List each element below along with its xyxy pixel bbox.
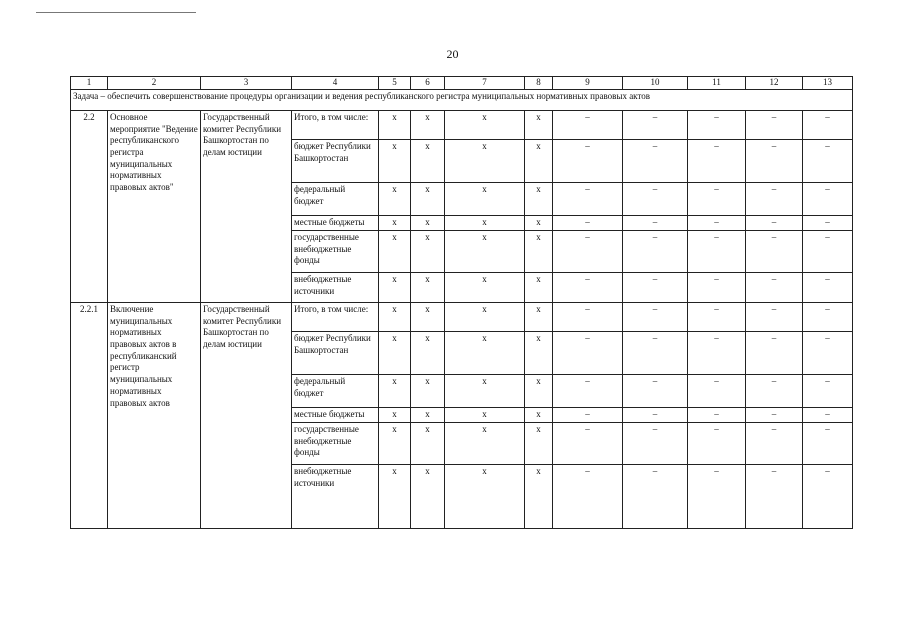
value-cell: –	[688, 231, 746, 273]
value-cell: x	[445, 140, 525, 183]
value-cell: –	[803, 303, 853, 332]
funding-source: Итого, в том числе:	[292, 303, 379, 332]
value-cell: –	[623, 216, 688, 231]
value-cell: –	[553, 183, 623, 216]
funding-source: бюджет Республики Башкортостан	[292, 140, 379, 183]
value-cell: x	[411, 408, 445, 423]
value-cell: –	[553, 111, 623, 140]
funding-source: местные бюджеты	[292, 216, 379, 231]
value-cell: –	[553, 465, 623, 529]
table-row	[71, 303, 853, 332]
task-text: Задача – обеспечить совершенствование процедуры организации и ведения республиканского регистра муниципальных нормативных правовых актов	[71, 90, 853, 111]
value-cell: –	[746, 408, 803, 423]
value-cell: –	[623, 111, 688, 140]
value-cell: x	[445, 423, 525, 465]
value-cell: x	[379, 216, 411, 231]
column-number: 8	[525, 77, 553, 90]
value-cell: –	[553, 332, 623, 375]
value-cell: –	[688, 140, 746, 183]
value-cell: –	[553, 423, 623, 465]
value-cell: x	[379, 423, 411, 465]
value-cell: x	[379, 332, 411, 375]
value-cell: x	[411, 423, 445, 465]
funding-source: Итого, в том числе:	[292, 111, 379, 140]
table-row	[71, 111, 853, 140]
value-cell: x	[445, 303, 525, 332]
column-number: 13	[803, 77, 853, 90]
value-cell: x	[445, 375, 525, 408]
value-cell: –	[746, 273, 803, 303]
value-cell: –	[803, 273, 853, 303]
value-cell: –	[803, 375, 853, 408]
value-cell: –	[688, 375, 746, 408]
value-cell: x	[379, 375, 411, 408]
funding-source: бюджет Республики Башкортостан	[292, 332, 379, 375]
column-number: 11	[688, 77, 746, 90]
value-cell: x	[525, 273, 553, 303]
value-cell: x	[525, 375, 553, 408]
value-cell: x	[411, 332, 445, 375]
page-number: 20	[446, 47, 459, 61]
value-cell: x	[525, 140, 553, 183]
value-cell: x	[379, 183, 411, 216]
column-number-row	[71, 77, 853, 90]
value-cell: –	[746, 332, 803, 375]
value-cell: x	[411, 140, 445, 183]
funding-source: местные бюджеты	[292, 408, 379, 423]
value-cell: –	[623, 465, 688, 529]
value-cell: x	[445, 332, 525, 375]
value-cell: –	[746, 303, 803, 332]
value-cell: x	[445, 273, 525, 303]
value-cell: x	[379, 273, 411, 303]
column-number: 3	[201, 77, 292, 90]
funding-source: внебюджетные источники	[292, 273, 379, 303]
value-cell: x	[525, 303, 553, 332]
value-cell: x	[525, 183, 553, 216]
value-cell: –	[746, 140, 803, 183]
value-cell: x	[525, 111, 553, 140]
value-cell: x	[445, 183, 525, 216]
funding-source: федеральный бюджет	[292, 375, 379, 408]
value-cell: x	[411, 273, 445, 303]
measure-name: Основное мероприятие "Ведение республиканского регистра муниципальных нормативных правовых актов"	[108, 111, 201, 303]
value-cell: –	[746, 216, 803, 231]
value-cell: –	[746, 423, 803, 465]
value-cell: –	[553, 216, 623, 231]
value-cell: –	[746, 465, 803, 529]
value-cell: –	[803, 408, 853, 423]
column-number: 6	[411, 77, 445, 90]
value-cell: –	[746, 183, 803, 216]
value-cell: –	[623, 408, 688, 423]
value-cell: x	[411, 465, 445, 529]
funding-source: федеральный бюджет	[292, 183, 379, 216]
value-cell: –	[553, 231, 623, 273]
value-cell: x	[411, 216, 445, 231]
value-cell: –	[803, 423, 853, 465]
value-cell: x	[379, 140, 411, 183]
value-cell: –	[623, 140, 688, 183]
value-cell: x	[379, 231, 411, 273]
executor: Государственный комитет Республики Башкортостан по делам юстиции	[201, 111, 292, 303]
value-cell: –	[746, 111, 803, 140]
value-cell: x	[525, 216, 553, 231]
value-cell: –	[623, 231, 688, 273]
task-row	[71, 90, 853, 111]
value-cell: –	[803, 231, 853, 273]
value-cell: –	[623, 375, 688, 408]
column-number: 5	[379, 77, 411, 90]
column-number: 7	[445, 77, 525, 90]
column-number: 9	[553, 77, 623, 90]
value-cell: –	[688, 332, 746, 375]
value-cell: x	[445, 216, 525, 231]
value-cell: x	[445, 465, 525, 529]
value-cell: x	[525, 332, 553, 375]
value-cell: –	[688, 408, 746, 423]
measure-name: Включение муниципальных нормативных правовых актов в республиканский регистр муниципальных нормативных правовых актов	[108, 303, 201, 529]
funding-source: внебюджетные источники	[292, 465, 379, 529]
value-cell: –	[553, 408, 623, 423]
value-cell: –	[623, 303, 688, 332]
value-cell: x	[445, 111, 525, 140]
value-cell: –	[803, 183, 853, 216]
value-cell: –	[803, 465, 853, 529]
value-cell: –	[688, 465, 746, 529]
value-cell: x	[411, 183, 445, 216]
value-cell: –	[688, 111, 746, 140]
value-cell: –	[688, 273, 746, 303]
value-cell: –	[746, 375, 803, 408]
value-cell: –	[553, 303, 623, 332]
column-number: 4	[292, 77, 379, 90]
value-cell: –	[803, 140, 853, 183]
value-cell: x	[525, 408, 553, 423]
value-cell: –	[746, 231, 803, 273]
value-cell: x	[411, 375, 445, 408]
value-cell: x	[379, 111, 411, 140]
funding-source: государственные внебюджетные фонды	[292, 231, 379, 273]
value-cell: x	[411, 303, 445, 332]
value-cell: –	[553, 273, 623, 303]
measure-code: 2.2.1	[71, 303, 108, 529]
value-cell: –	[553, 375, 623, 408]
measure-code: 2.2	[71, 111, 108, 303]
value-cell: x	[525, 465, 553, 529]
value-cell: x	[379, 303, 411, 332]
column-number: 10	[623, 77, 688, 90]
value-cell: x	[411, 231, 445, 273]
value-cell: –	[553, 140, 623, 183]
value-cell: –	[803, 111, 853, 140]
value-cell: –	[688, 183, 746, 216]
value-cell: –	[623, 183, 688, 216]
value-cell: x	[445, 408, 525, 423]
value-cell: x	[379, 408, 411, 423]
value-cell: x	[445, 231, 525, 273]
value-cell: x	[411, 111, 445, 140]
financing-table	[70, 76, 853, 529]
value-cell: –	[688, 216, 746, 231]
value-cell: –	[803, 216, 853, 231]
header-rule	[36, 12, 196, 13]
value-cell: x	[379, 465, 411, 529]
column-number: 1	[71, 77, 108, 90]
value-cell: x	[525, 423, 553, 465]
value-cell: –	[803, 332, 853, 375]
column-number: 12	[746, 77, 803, 90]
value-cell: –	[623, 423, 688, 465]
value-cell: –	[688, 303, 746, 332]
column-number: 2	[108, 77, 201, 90]
funding-source: государственные внебюджетные фонды	[292, 423, 379, 465]
value-cell: –	[623, 332, 688, 375]
value-cell: –	[623, 273, 688, 303]
executor: Государственный комитет Республики Башкортостан по делам юстиции	[201, 303, 292, 529]
value-cell: x	[525, 231, 553, 273]
value-cell: –	[688, 423, 746, 465]
